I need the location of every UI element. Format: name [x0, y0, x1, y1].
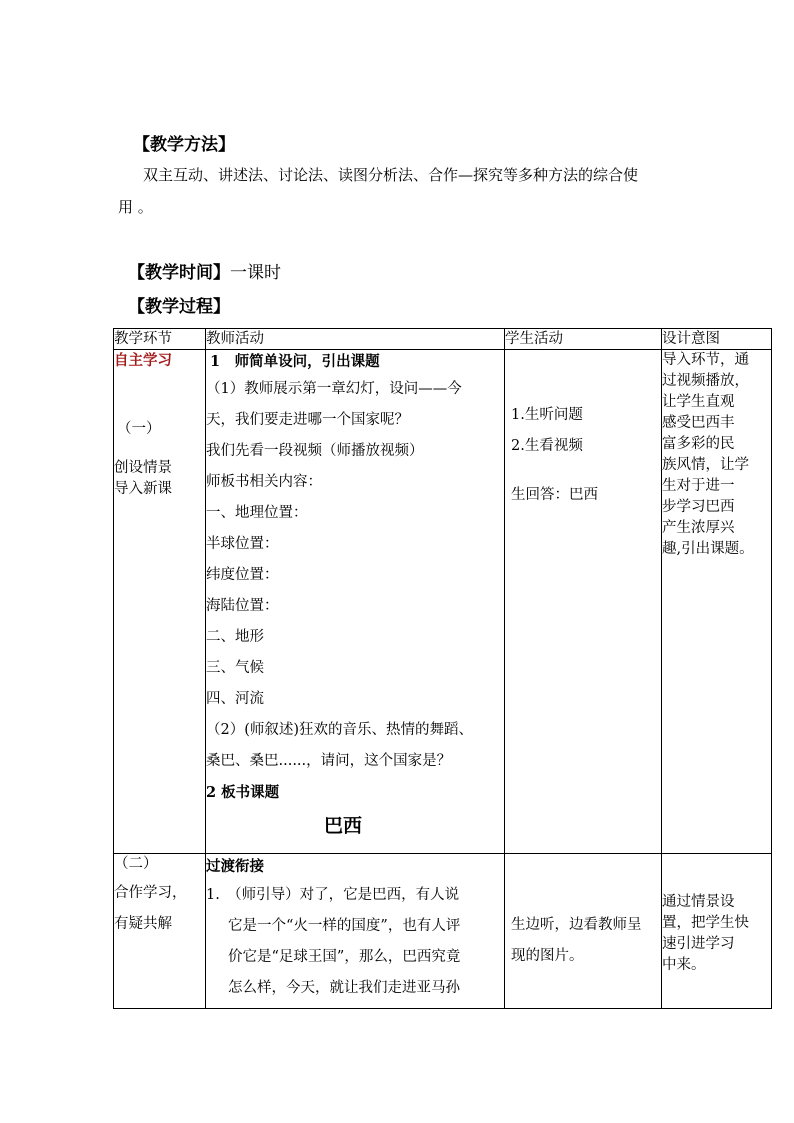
time-heading-row: [128, 258, 281, 283]
stage-title: 自主学习: [114, 352, 172, 369]
method-heading: 【教学方法】: [133, 135, 235, 155]
intent-line: 产生浓厚兴: [662, 520, 735, 536]
stage-num: （二）: [114, 856, 158, 872]
method-text-line1: 双主互动、讲述法、讨论法、读图分析法、合作—探究等多种方法的综合使: [143, 166, 639, 184]
stage-num: （一）: [117, 421, 161, 437]
intent-line: 族风情，让学: [662, 457, 749, 473]
teacher-cell: [206, 350, 505, 854]
header-teacher: 教师活动: [206, 329, 505, 350]
teacher-line: 2 板书课题: [206, 784, 280, 801]
process-heading: 【教学过程】: [128, 297, 230, 317]
intent-line: 导入环节，通: [662, 352, 749, 368]
intent-line: 让学生直观: [662, 394, 735, 410]
lesson-title: 巴西: [324, 815, 363, 837]
intent-line: 感受巴西丰: [662, 415, 735, 431]
intent-line: 富多彩的民: [662, 436, 735, 452]
header-intent: 设计意图: [662, 329, 772, 350]
teacher-line: 半球位置：: [206, 536, 279, 552]
intent-line: 中来。: [662, 957, 706, 973]
lesson-table: [113, 328, 772, 1009]
teacher-line: 一、地理位置：: [206, 505, 308, 521]
teacher-line: 它是一个“火一样的国度”，也有人评: [228, 918, 461, 934]
method-text-line2: 用 。: [118, 198, 153, 216]
intent-cell: [662, 350, 772, 854]
teacher-line: 价它是“足球王国”，那么，巴西究竟: [228, 949, 461, 965]
teacher-cell: [206, 854, 505, 1009]
teacher-line: （2）(师叙述)狂欢的音乐、热情的舞蹈、: [206, 722, 474, 738]
teacher-line: 1. （师引导）对了，它是巴西，有人说: [206, 887, 460, 903]
teacher-line: 天，我们要走进哪一个国家呢？: [206, 412, 409, 428]
teacher-line: 桑巴、桑巴......，请问，这个国家是？: [206, 753, 452, 769]
header-stage: 教学环节: [114, 329, 206, 350]
intent-line: 步学习巴西: [662, 499, 735, 515]
teacher-line: （1）教师展示第一章幻灯，设问——今: [206, 381, 462, 397]
intent-line: 通过情景设: [662, 894, 735, 910]
intent-line: 置，把学生快: [662, 915, 749, 931]
teacher-line: 1 师简单设问，引出课题: [210, 353, 380, 370]
time-value: 一课时: [230, 263, 281, 283]
table-row: [114, 350, 772, 854]
student-line: 生回答：巴西: [511, 487, 598, 503]
stage-desc: 导入新课: [114, 481, 172, 497]
student-line: 2.生看视频: [511, 438, 583, 454]
intent-line: 速引进学习: [662, 936, 735, 952]
stage-desc: 合作学习，: [114, 885, 187, 901]
student-cell: [505, 854, 662, 1009]
student-line: 生边听，边看教师呈: [511, 917, 642, 933]
intent-cell: [662, 854, 772, 1009]
table-header-row: [114, 329, 772, 350]
stage-desc: 有疑共解: [114, 916, 172, 932]
intent-line: 趣,引出课题。: [662, 541, 754, 557]
header-student: 学生活动: [505, 329, 662, 350]
student-line: 现的图片。: [511, 948, 584, 964]
table-row: [114, 854, 772, 1009]
teacher-line: 怎么样，今天，就让我们走进亚马孙: [228, 980, 460, 996]
teacher-line: 二、地形: [206, 629, 264, 645]
teacher-line: 纬度位置：: [206, 567, 279, 583]
teacher-line: 三、气候: [206, 660, 264, 676]
stage-cell: [114, 854, 206, 1009]
student-line: 1.生听问题: [511, 407, 583, 423]
teacher-title: 过渡衔接: [206, 858, 264, 875]
teacher-line: 我们先看一段视频（师播放视频）: [206, 443, 424, 459]
intent-line: 过视频播放，: [662, 373, 749, 389]
stage-desc: 创设情景: [114, 460, 172, 476]
intent-line: 生对于进一: [662, 478, 735, 494]
stage-cell: [114, 350, 206, 854]
teacher-line: 师板书相关内容：: [206, 474, 322, 490]
student-cell: [505, 350, 662, 854]
time-heading: 【教学时间】: [128, 263, 230, 283]
teacher-line: 海陆位置：: [206, 598, 279, 614]
teacher-line: 四、河流: [206, 691, 264, 707]
